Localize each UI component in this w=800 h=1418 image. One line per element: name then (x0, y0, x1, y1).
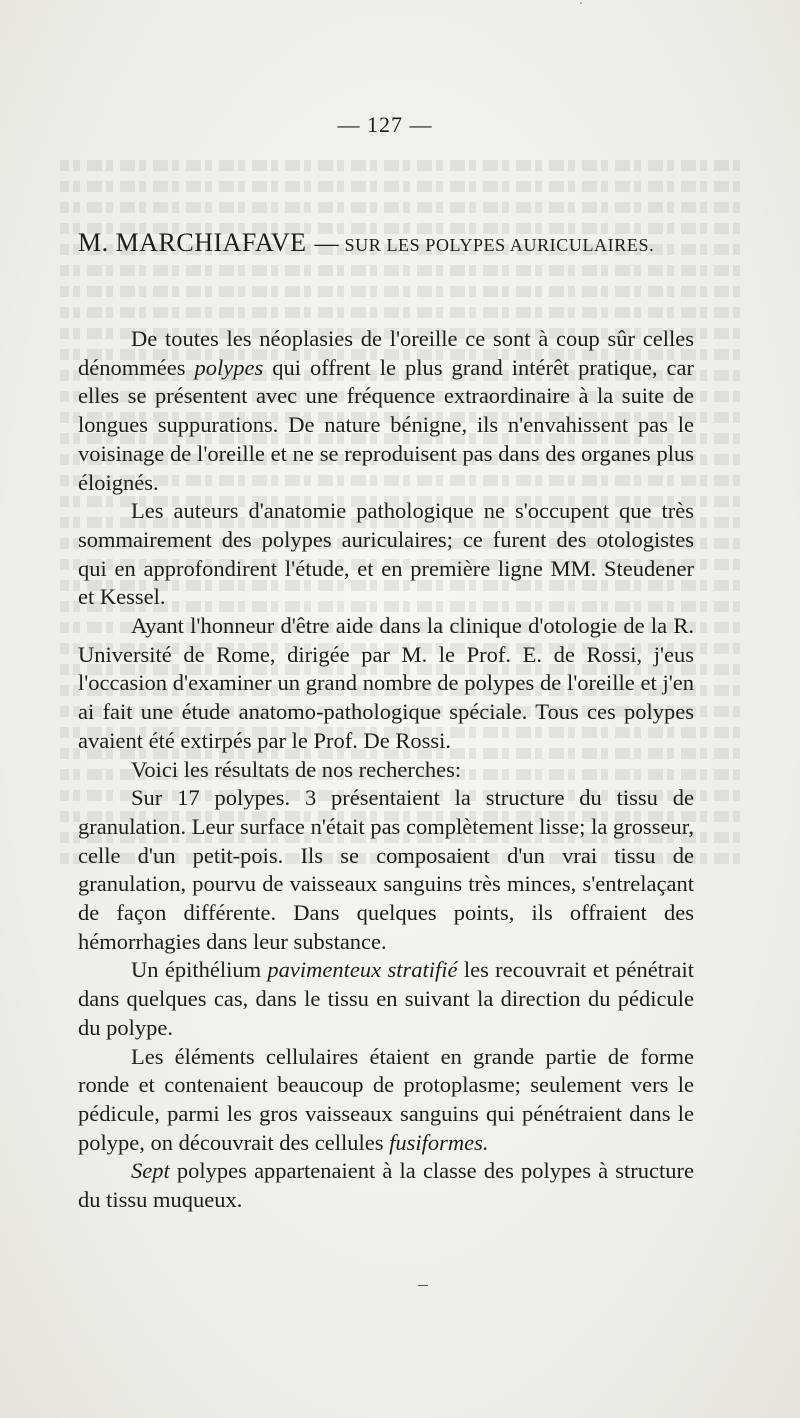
paragraph: Voici les résultats de nos recherches: (131, 756, 462, 782)
article-subject: SUR LES POLYPES AURICULAIRES. (344, 235, 655, 255)
paragraph: Les auteurs d'anatomie pathologique ne s'occupent que très sommairement des polypes auriculaires; ce furent des otologistes qui en approfondirent l'étude, et en première ligne MM. Steudener et Kessel. (78, 498, 694, 610)
paragraph-text: polypes appartenaient à la classe des polypes à structure du tissu muqueux. (78, 1158, 694, 1213)
paragraph (78, 1043, 694, 1158)
italic-term: Sept (131, 1158, 170, 1184)
italic-term: fusiformes. (389, 1129, 489, 1155)
italic-term: pavimenteux stratifié (267, 957, 458, 983)
paragraph-text: Un épithélium (131, 957, 268, 983)
paragraph: Ayant l'honneur d'être aide dans la clinique d'otologie de la R. Université de Rome, dirigée par M. le Prof. E. de Rossi, j'eus l'occasion d'examiner un grand nombre de polypes de l'oreille et j'en ai fait une étude anatomo-pathologique spéciale. Tous ces polypes avaient été extirpés par le Prof. De Rossi. (78, 613, 694, 753)
paragraph (78, 956, 694, 1042)
article-heading (78, 228, 718, 258)
author-name: M. MARCHIAFAVE (78, 228, 307, 257)
paragraph-text: De toutes les néoplasies de l'oreille ce sont à coup sûr celles dénommées (78, 326, 694, 380)
article-body (78, 325, 694, 1215)
paragraph (78, 1157, 694, 1214)
paragraph-text: les recouvrait et pénétrait dans quelques cas, dans le tissu en suivant la direction du pédicule du polype. (78, 957, 695, 1040)
paper-speck (580, 2, 582, 4)
page-number: — 127 — (337, 112, 433, 137)
printer-mark (418, 1285, 428, 1286)
paragraph: Sur 17 polypes. 3 présentaient la structure du tissu de granulation. Leur surface n'était pas complètement lisse; la grosseur, celle d'un petit-pois. Ils se composaient d'un vrai tissu de granulation, pourvu de vaisseaux sanguins très minces, s'entrelaçant de façon différente. Dans quelques points, ils offraient des hémorrhagies dans leur substance. (78, 785, 694, 954)
italic-term: polypes (194, 354, 264, 380)
paragraph (78, 325, 694, 497)
paragraph-text: qui offrent le plus grand intérêt pratique, car elles se présentent avec une fréquence extraordinaire à la suite de longues suppurations. De nature bénigne, ils n'envahissent pas le voisinage de l'oreille et ne se reproduisent pas dans des organes plus éloignés. (78, 354, 694, 495)
paragraph-text: Les éléments cellulaires étaient en grande partie de forme ronde et contenaient beaucoup de protoplasme; seulement vers le pédicule, parmi les gros vaisseaux sanguins qui pénétraient dans le polype, on découvrait des cellules (78, 1043, 694, 1155)
heading-dash: — (314, 231, 339, 257)
